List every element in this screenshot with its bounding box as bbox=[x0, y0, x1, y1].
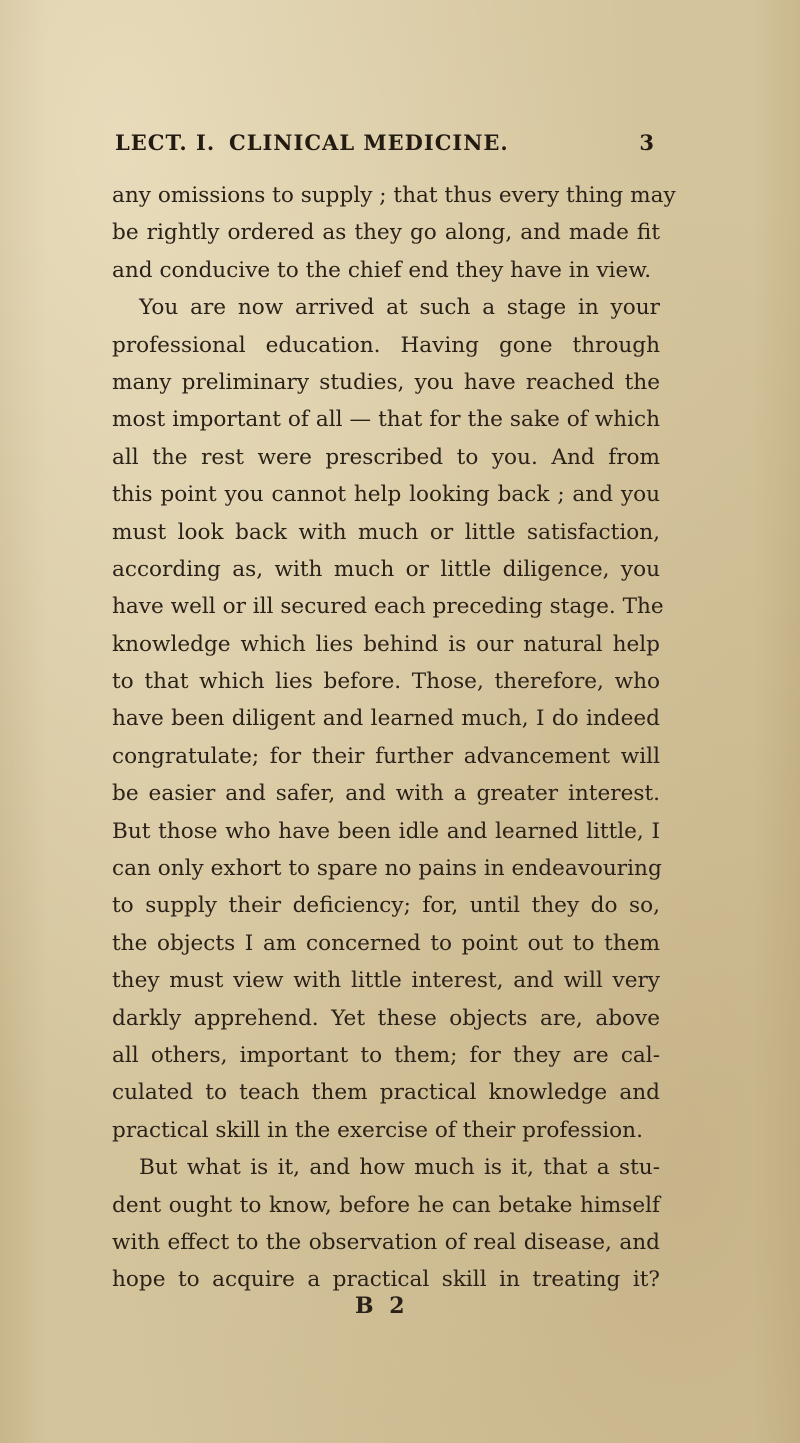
text-line: they must view with little interest, and will very bbox=[112, 968, 660, 994]
text-line: the objects I am concerned to point out to them bbox=[112, 930, 660, 956]
running-head bbox=[115, 130, 655, 164]
text-line: and conducive to the chief end they have in view. bbox=[112, 257, 652, 283]
text-line: to supply their deficiency; for, until they do so, bbox=[112, 893, 660, 919]
text-line: culated to teach them practical knowledge and bbox=[112, 1080, 660, 1106]
text-line: have been diligent and learned much, I do indeed bbox=[112, 706, 660, 732]
text-line: professional education. Having gone through bbox=[112, 332, 660, 358]
text-line: all others, important to them; for they are cal- bbox=[112, 1042, 660, 1068]
text-line: to that which lies before. Those, therefore, who bbox=[112, 669, 660, 695]
running-title: CLINICAL MEDICINE. bbox=[229, 130, 509, 155]
text-line: most important of all — that for the sake of which bbox=[112, 407, 660, 433]
text-line: can only exhort to spare no pains in endeavouring bbox=[112, 856, 662, 882]
text-line: be easier and safer, and with a greater interest. bbox=[112, 781, 660, 807]
text-line: congratulate; for their further advancement will bbox=[112, 743, 660, 769]
paragraph-start-line: You are now arrived at such a stage in your bbox=[139, 295, 660, 321]
paragraph-start-line: But what is it, and how much is it, that a stu- bbox=[139, 1155, 660, 1181]
text-line: hope to acquire a practical skill in treating it? bbox=[112, 1267, 660, 1293]
text-line: must look back with much or little satisfaction, bbox=[112, 519, 660, 545]
text-line: any omissions to supply ; that thus every thing may bbox=[112, 183, 676, 208]
text-line: according as, with much or little diligence, you bbox=[112, 556, 660, 582]
signature-mark: B 2 bbox=[355, 1293, 409, 1319]
text-line: But those who have been idle and learned little, I bbox=[112, 818, 660, 844]
text-line: have well or ill secured each preceding stage. The bbox=[112, 594, 664, 620]
text-line: all the rest were prescribed to you. And from bbox=[112, 444, 660, 470]
text-line: this point you cannot help looking back ; and you bbox=[112, 482, 660, 508]
text-line: darkly apprehend. Yet these objects are, above bbox=[112, 1005, 660, 1031]
text-line: with effect to the observation of real disease, and bbox=[112, 1229, 660, 1255]
body-text bbox=[112, 177, 676, 1299]
page-number: 3 bbox=[639, 130, 655, 155]
text-line: many preliminary studies, you have reached the bbox=[112, 369, 660, 395]
text-line: be rightly ordered as they go along, and made fit bbox=[112, 220, 660, 246]
text-line: knowledge which lies behind is our natural help bbox=[112, 631, 660, 657]
text-line: dent ought to know, before he can betake himself bbox=[112, 1192, 660, 1218]
text-line: practical skill in the exercise of their profession. bbox=[112, 1117, 643, 1143]
lecture-number: LECT. I. bbox=[115, 130, 216, 155]
